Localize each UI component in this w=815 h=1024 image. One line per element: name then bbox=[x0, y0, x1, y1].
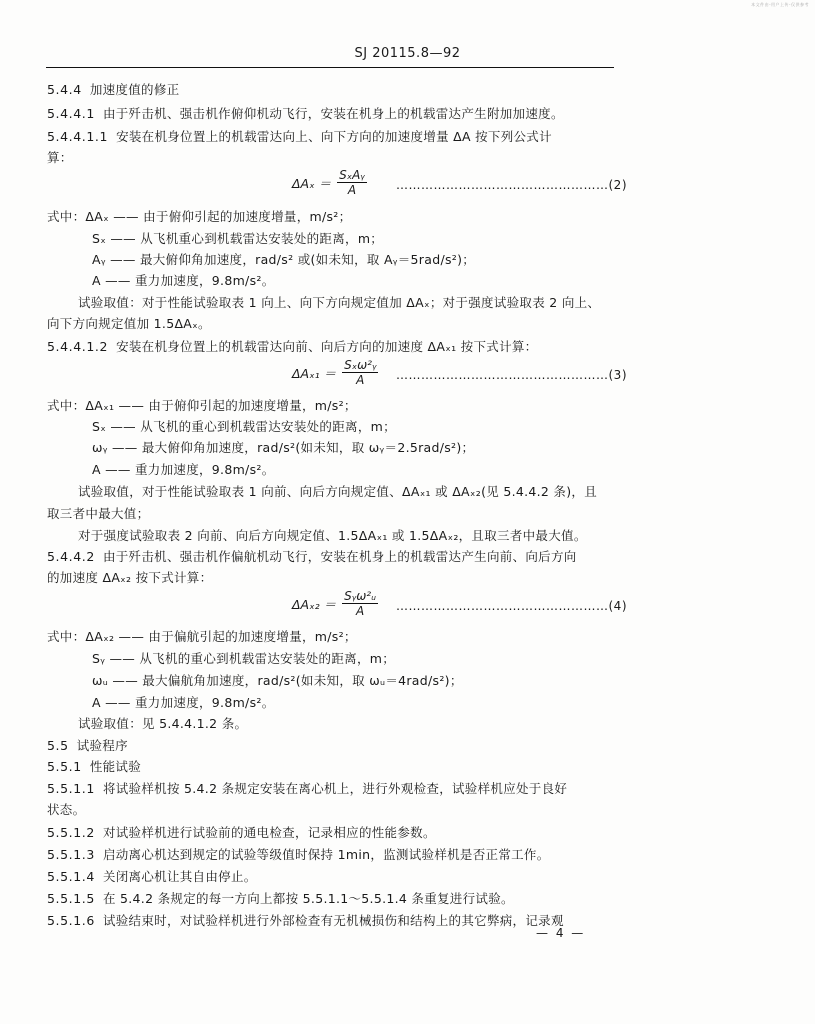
def-omega-y: ωᵧ —— 最大俯仰角加速度，rad/s²(如未知，取 ωᵧ＝2.5rad/s²)； bbox=[92, 440, 475, 455]
def-delta-ax1: 式中：ΔAₓ₁ —— 由于俯仰引起的加速度增量，m/s²； bbox=[47, 398, 357, 413]
test-value-2-cont: 取三者中最大值； bbox=[47, 506, 150, 521]
equation-4 bbox=[292, 589, 378, 618]
def-ay: Aᵧ —— 最大俯仰角加速度，rad/s² 或(如未知，取 Aᵧ＝5rad/s²)； bbox=[92, 252, 476, 267]
test-value-4: 试验取值：见 5.4.4.1.2 条。 bbox=[78, 716, 248, 731]
def-a: A —— 重力加速度，9.8m/s²。 bbox=[92, 273, 275, 288]
line-5-4-4-1-1: 5.4.4.1.1 安装在机身位置上的机载雷达向上、向下方向的加速度增量 ΔA 按下列公式计 bbox=[47, 129, 552, 144]
test-value-2: 试验取值，对于性能试验取表 1 向前、向后方向规定值、ΔAₓ₁ 或 ΔAₓ₂(见 5.4.4.2 条)，且 bbox=[78, 484, 598, 499]
top-note: 本文件由-用户上传-仅供参考 bbox=[751, 2, 809, 7]
test-value-1: 试验取值：对于性能试验取表 1 向上、向下方向规定值加 ΔAₓ；对于强度试验取表 2 向上、 bbox=[78, 295, 601, 310]
line-5-5-1-2: 5.5.1.2 对试验样机进行试验前的通电检查，记录相应的性能参数。 bbox=[47, 825, 436, 840]
line-5-5-1-6: 5.5.1.6 试验结束时，对试验样机进行外部检查有无机械损伤和结构上的其它弊病，记录观 bbox=[47, 913, 564, 928]
equation-4-number: ……………………………………………(4) bbox=[396, 599, 627, 613]
line-5-5-1-1: 5.5.1.1 将试验样机按 5.4.2 条规定安装在离心机上，进行外观检查，试验样机应处于良好 bbox=[47, 781, 568, 796]
def-delta-ax2: 式中：ΔAₓ₂ —— 由于偏航引起的加速度增量，m/s²； bbox=[47, 629, 357, 644]
line-calc-cont: 算： bbox=[47, 150, 73, 165]
def-a-2: A —— 重力加速度，9.8m/s²。 bbox=[92, 462, 275, 477]
line-5-5: 5.5 试验程序 bbox=[47, 738, 128, 753]
header-rule bbox=[46, 67, 614, 68]
def-a-3: A —— 重力加速度，9.8m/s²。 bbox=[92, 695, 275, 710]
def-delta-ax: 式中：ΔAₓ —— 由于俯仰引起的加速度增量，m/s²； bbox=[47, 209, 352, 224]
line-5-4-4-1: 5.4.4.1 由于歼击机、强击机作俯仰机动飞行，安装在机身上的机载雷达产生附加加速度。 bbox=[47, 106, 564, 121]
equation-2-lhs: ΔAₓ ＝ bbox=[292, 175, 332, 191]
equation-2-fraction: $\frac{\text{SₓAᵧ}}{A}$ bbox=[339, 168, 365, 197]
equation-3-fraction: $\frac{\text{Sₓω²ᵧ}}{A}$ bbox=[344, 358, 377, 387]
line-5-5-1-5: 5.5.1.5 在 5.4.2 条规定的每一方向上都按 5.5.1.1～5.5.1.4 条重复进行试验。 bbox=[47, 891, 514, 906]
line-5-5-1-1-cont: 状态。 bbox=[47, 802, 86, 817]
line-5-4-4-1-2: 5.4.4.1.2 安装在机身位置上的机载雷达向前、向后方向的加速度 ΔAₓ₁ 按下式计算： bbox=[47, 339, 538, 354]
def-sy: Sᵧ —— 从飞机的重心到机载雷达安装处的距离，m； bbox=[92, 651, 396, 666]
def-omega-z: ωᵤ —— 最大偏航角加速度，rad/s²(如未知，取 ωᵤ＝4rad/s²)； bbox=[92, 673, 463, 688]
line-5-5-1-3: 5.5.1.3 启动离心机达到规定的试验等级值时保持 1min，监测试验样机是否正常工作。 bbox=[47, 847, 550, 862]
test-value-1-cont: 向下方向规定值加 1.5ΔAₓ。 bbox=[47, 316, 211, 331]
test-value-3: 对于强度试验取表 2 向前、向后方向规定值、1.5ΔAₓ₁ 或 1.5ΔAₓ₂，且取三者中最大值。 bbox=[78, 528, 587, 543]
line-5-4-4: 5.4.4 加速度值的修正 bbox=[47, 82, 180, 97]
equation-3 bbox=[292, 358, 378, 387]
def-sx-2: Sₓ —— 从飞机的重心到机载雷达安装处的距离，m； bbox=[92, 419, 396, 434]
equation-4-lhs: ΔAₓ₂ ＝ bbox=[292, 596, 337, 612]
line-5-4-4-2: 5.4.4.2 由于歼击机、强击机作偏航机动飞行，安装在机身上的机载雷达产生向前、向后方向 bbox=[47, 549, 577, 564]
line-5-5-1: 5.5.1 性能试验 bbox=[47, 759, 142, 774]
page-number: — 4 — bbox=[536, 926, 586, 940]
def-sx: Sₓ —— 从飞机重心到机载雷达安装处的距离，m； bbox=[92, 231, 384, 246]
equation-4-fraction: $\frac{\text{Sᵧω²ᵤ}}{A}$ bbox=[344, 589, 376, 618]
line-5-5-1-4: 5.5.1.4 关闭离心机让其自由停止。 bbox=[47, 869, 257, 884]
equation-3-lhs: ΔAₓ₁ ＝ bbox=[292, 365, 337, 381]
standard-code-header: SJ 20115.8—92 bbox=[354, 46, 461, 61]
equation-3-number: ……………………………………………(3) bbox=[396, 368, 627, 382]
equation-2-number: ……………………………………………(2) bbox=[396, 178, 627, 192]
line-5-4-4-2-cont: 的加速度 ΔAₓ₂ 按下式计算： bbox=[47, 570, 213, 585]
equation-2 bbox=[292, 168, 367, 197]
